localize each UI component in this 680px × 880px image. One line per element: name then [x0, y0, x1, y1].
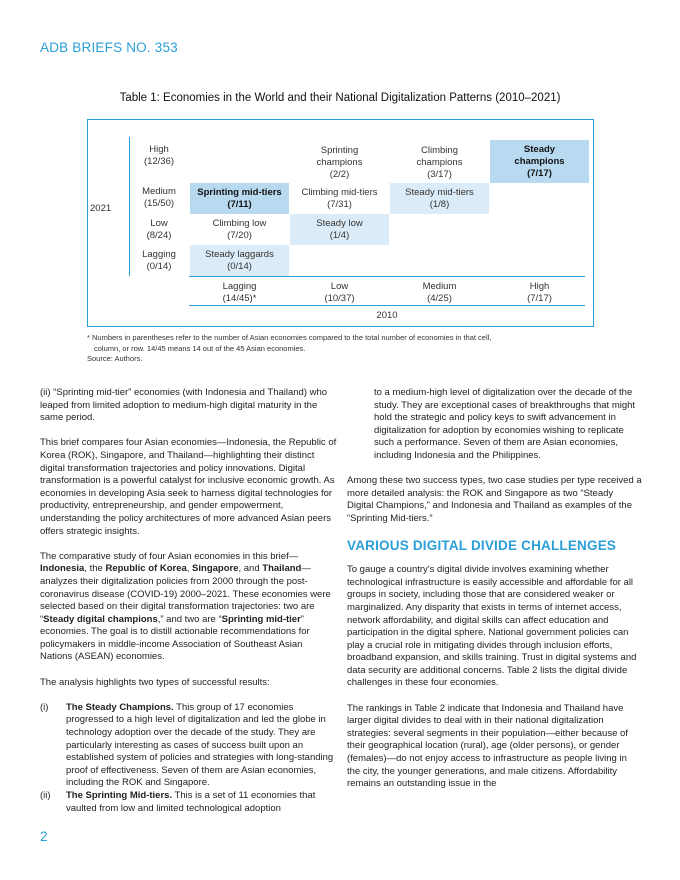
table-note-line-2: column, or row. 14/45 means 14 out of the 45 Asian economies. [94, 343, 306, 353]
left-column [40, 387, 337, 815]
row-label-lagging: Lagging (0/14) [142, 249, 176, 272]
paragraph: To gauge a country's digital divide involves examining whether technological infrastructure is easily accessible and affordable for all groups in society, including those that are considered weaker or marginalized. Any disparity that exists in terms of internet access, network affordability, and digital skills can affect education and participation in the digital sphere. National government policies can play a crucial role in mitigating divides through inclusion efforts, broadband expansion, and skills training. Trust in digital systems and data security are additional concerns. Table 2 lists the digital divide challenges in these four economies. [347, 564, 637, 689]
list-item: (ii) The Sprinting Mid-tiers. This is a set of 11 economies that vaulted from low and limited technological adoption [40, 790, 316, 814]
cell-steady-mid-tiers: Steady mid-tiers (1/8) [390, 183, 489, 214]
x-axis-line [189, 276, 585, 277]
list-item: (i) The Steady Champions. This group of 17 economies progressed to a high level of digitalization and led the globe in technology adoption over the decade of the study. They are particularly interesting as cases of success built upon an established system of policies and strategies with long-standing proof of effectiveness. Seven of them are Asian economies, including the ROK and Singapore. [40, 701, 334, 789]
series-title: ADB BRIEFS NO. 353 [40, 40, 178, 55]
y-axis-year: 2021 [90, 203, 112, 214]
section-heading: VARIOUS DIGITAL DIVIDE CHALLENGES [347, 538, 617, 554]
cell-climbing-champions: Climbing champions (3/17) [416, 145, 463, 180]
table-title: Table 1: Economies in the World and their National Digitalization Patterns (2010–2021) [119, 92, 561, 104]
paragraph: (ii) “Sprinting mid-tier” economies (with Indonesia and Thailand) who leaped from limited adoption to medium-high digital maturity in the same period. [40, 387, 328, 424]
cell-sprinting-champions: Sprinting champions (2/2) [316, 145, 363, 180]
cell-steady-champions: Steady champions (7/17) [490, 140, 589, 183]
paragraph: This brief compares four Asian economies—Indonesia, the Republic of Korea (ROK), Singapore, and Thailand—highlighting their distinct digital transformation trajectories and policy innovations. Digital transformation is a powerful catalyst for inclusive economic growth. As economies in developing Asia seek to harness digital technologies for productivity, entrepreneurship, and gender empowerment, understanding the policy architectures of more advanced Asian peers offers strategic insights. [40, 437, 337, 537]
table-notes [87, 333, 491, 365]
paragraph: The comparative study of four Asian economies in this brief—Indonesia, the Republic of Korea, Singapore, and Thailand—analyzes their digitalization policies from 2000 through the post-coronavirus disease (COVID-19) 2000–2021. These economies were selected based on their digital transformation trajectories: two are “Steady digital champions,” and two are “Sprinting mid-tier” economies. The goal is to distill actionable recommendations for policymakers in middle-income Association of Southeast Asian Nations (ASEAN) economies. [40, 550, 331, 663]
page-number: 2 [40, 829, 48, 844]
row-label-medium: Medium (15/50) [142, 186, 176, 209]
paragraph: Among these two success types, two case studies per type received a more detailed analysis: the ROK and Singapore as two “Steady Digital Champions,” and Indonesia and Thailand as examples of the “Sprinting Mid-tiers.” [347, 475, 642, 524]
row-label-low: Low (8/24) [146, 218, 172, 241]
x-year-line [189, 305, 585, 306]
list-item-continuation: to a medium-high level of digitalization over the decade of the study. They are exceptional cases of breakthroughs that might hold the strategic and policy keys to swift advancement in digitalization for adoption by economies wishing to replicate such a performance. Seven of them are Asian economies, including Indonesia and the Philippines. [374, 387, 636, 461]
paragraph: The analysis highlights two types of successful results: [40, 676, 270, 688]
row-label-high: High (12/36) [143, 144, 175, 167]
cell-climbing-mid-tiers: Climbing mid-tiers (7/31) [301, 186, 378, 210]
col-label-lagging: Lagging (14/45)* [222, 281, 257, 304]
paragraph: The rankings in Table 2 indicate that Indonesia and Thailand have larger digital divides to deal with in their national digitalization strategies: several segments in their population—either because of their geographical location (rural), age (older persons), or gender (females)—do not enjoy access to infrastructure as people living in the city, the younger generations, and male citizens. Affordability remains an outstanding issue in the [347, 702, 628, 790]
right-column [347, 387, 642, 803]
table-note-line-1: * Numbers in parentheses refer to the number of Asian economies compared to the total number of economies in that cell, [87, 333, 492, 342]
table-source: Source: Authors. [87, 354, 143, 363]
cell-climbing-low: Climbing low (7/20) [212, 217, 267, 241]
cell-steady-laggards: Steady laggards (0/14) [190, 245, 289, 276]
x-axis-year: 2010 [376, 310, 398, 321]
col-label-high: High (7/17) [527, 281, 552, 304]
cell-sprinting-mid-tiers: Sprinting mid-tiers (7/11) [190, 183, 289, 214]
cell-steady-low: Steady low (1/4) [290, 214, 389, 245]
col-label-medium: Medium (4/25) [422, 281, 457, 304]
col-label-low: Low (10/37) [324, 281, 355, 304]
